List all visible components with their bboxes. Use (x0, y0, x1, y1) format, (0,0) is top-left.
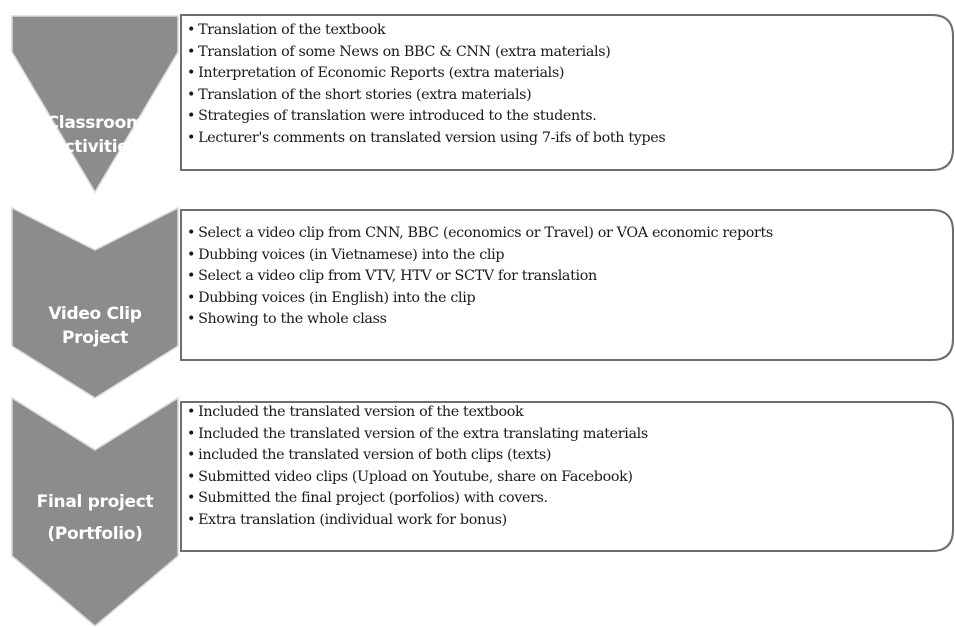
stage-1-item-list (187, 20, 665, 149)
stage-2-title-line-1: Video Clip (48, 304, 142, 324)
list-item: • Showing to the whole class (187, 309, 773, 331)
list-item: • Select a video clip from CNN, BBC (economics or Travel) or VOA economic reports (187, 223, 773, 245)
stage-2-title (12, 302, 178, 350)
list-item: • Interpretation of Economic Reports (extra materials) (187, 63, 665, 85)
stage-3-title-line-1: Final project (36, 492, 154, 512)
list-item: • Translation of some News on BBC & CNN (extra materials) (187, 42, 665, 64)
stage-1-title-line-2: Activities (51, 137, 139, 157)
list-item: • Dubbing voices (in Vietnamese) into the clip (187, 245, 773, 267)
list-item: • Submitted the final project (porfolios) with covers. (187, 488, 648, 510)
list-item: • Submitted video clips (Upload on Youtube, share on Facebook) (187, 467, 648, 489)
stage-2-title-line-2: Project (62, 328, 128, 348)
stage-2-item-list (187, 223, 773, 331)
list-item: • included the translated version of both clips (texts) (187, 445, 648, 467)
stage-1-title (12, 111, 178, 159)
list-item: • Translation of the textbook (187, 20, 665, 42)
list-item: • Lecturer's comments on translated version using 7-ifs of both types (187, 128, 665, 150)
list-item: • Dubbing voices (in English) into the clip (187, 288, 773, 310)
list-item: • Included the translated version of the textbook (187, 402, 648, 424)
list-item: • Select a video clip from VTV, HTV or SCTV for translation (187, 266, 773, 288)
list-item: • Translation of the short stories (extra materials) (187, 85, 665, 107)
list-item: • Strategies of translation were introduced to the students. (187, 106, 665, 128)
stage-1-chevron (12, 16, 178, 192)
stage-3-title-line-2: (Portfolio) (47, 524, 143, 544)
stage-3-title (12, 486, 178, 550)
list-item: • Extra translation (individual work for bonus) (187, 510, 648, 532)
list-item: • Included the translated version of the extra translating materials (187, 424, 648, 446)
stage-3-item-list (187, 402, 648, 531)
stage-1-title-line-1: Classroom (46, 113, 144, 133)
